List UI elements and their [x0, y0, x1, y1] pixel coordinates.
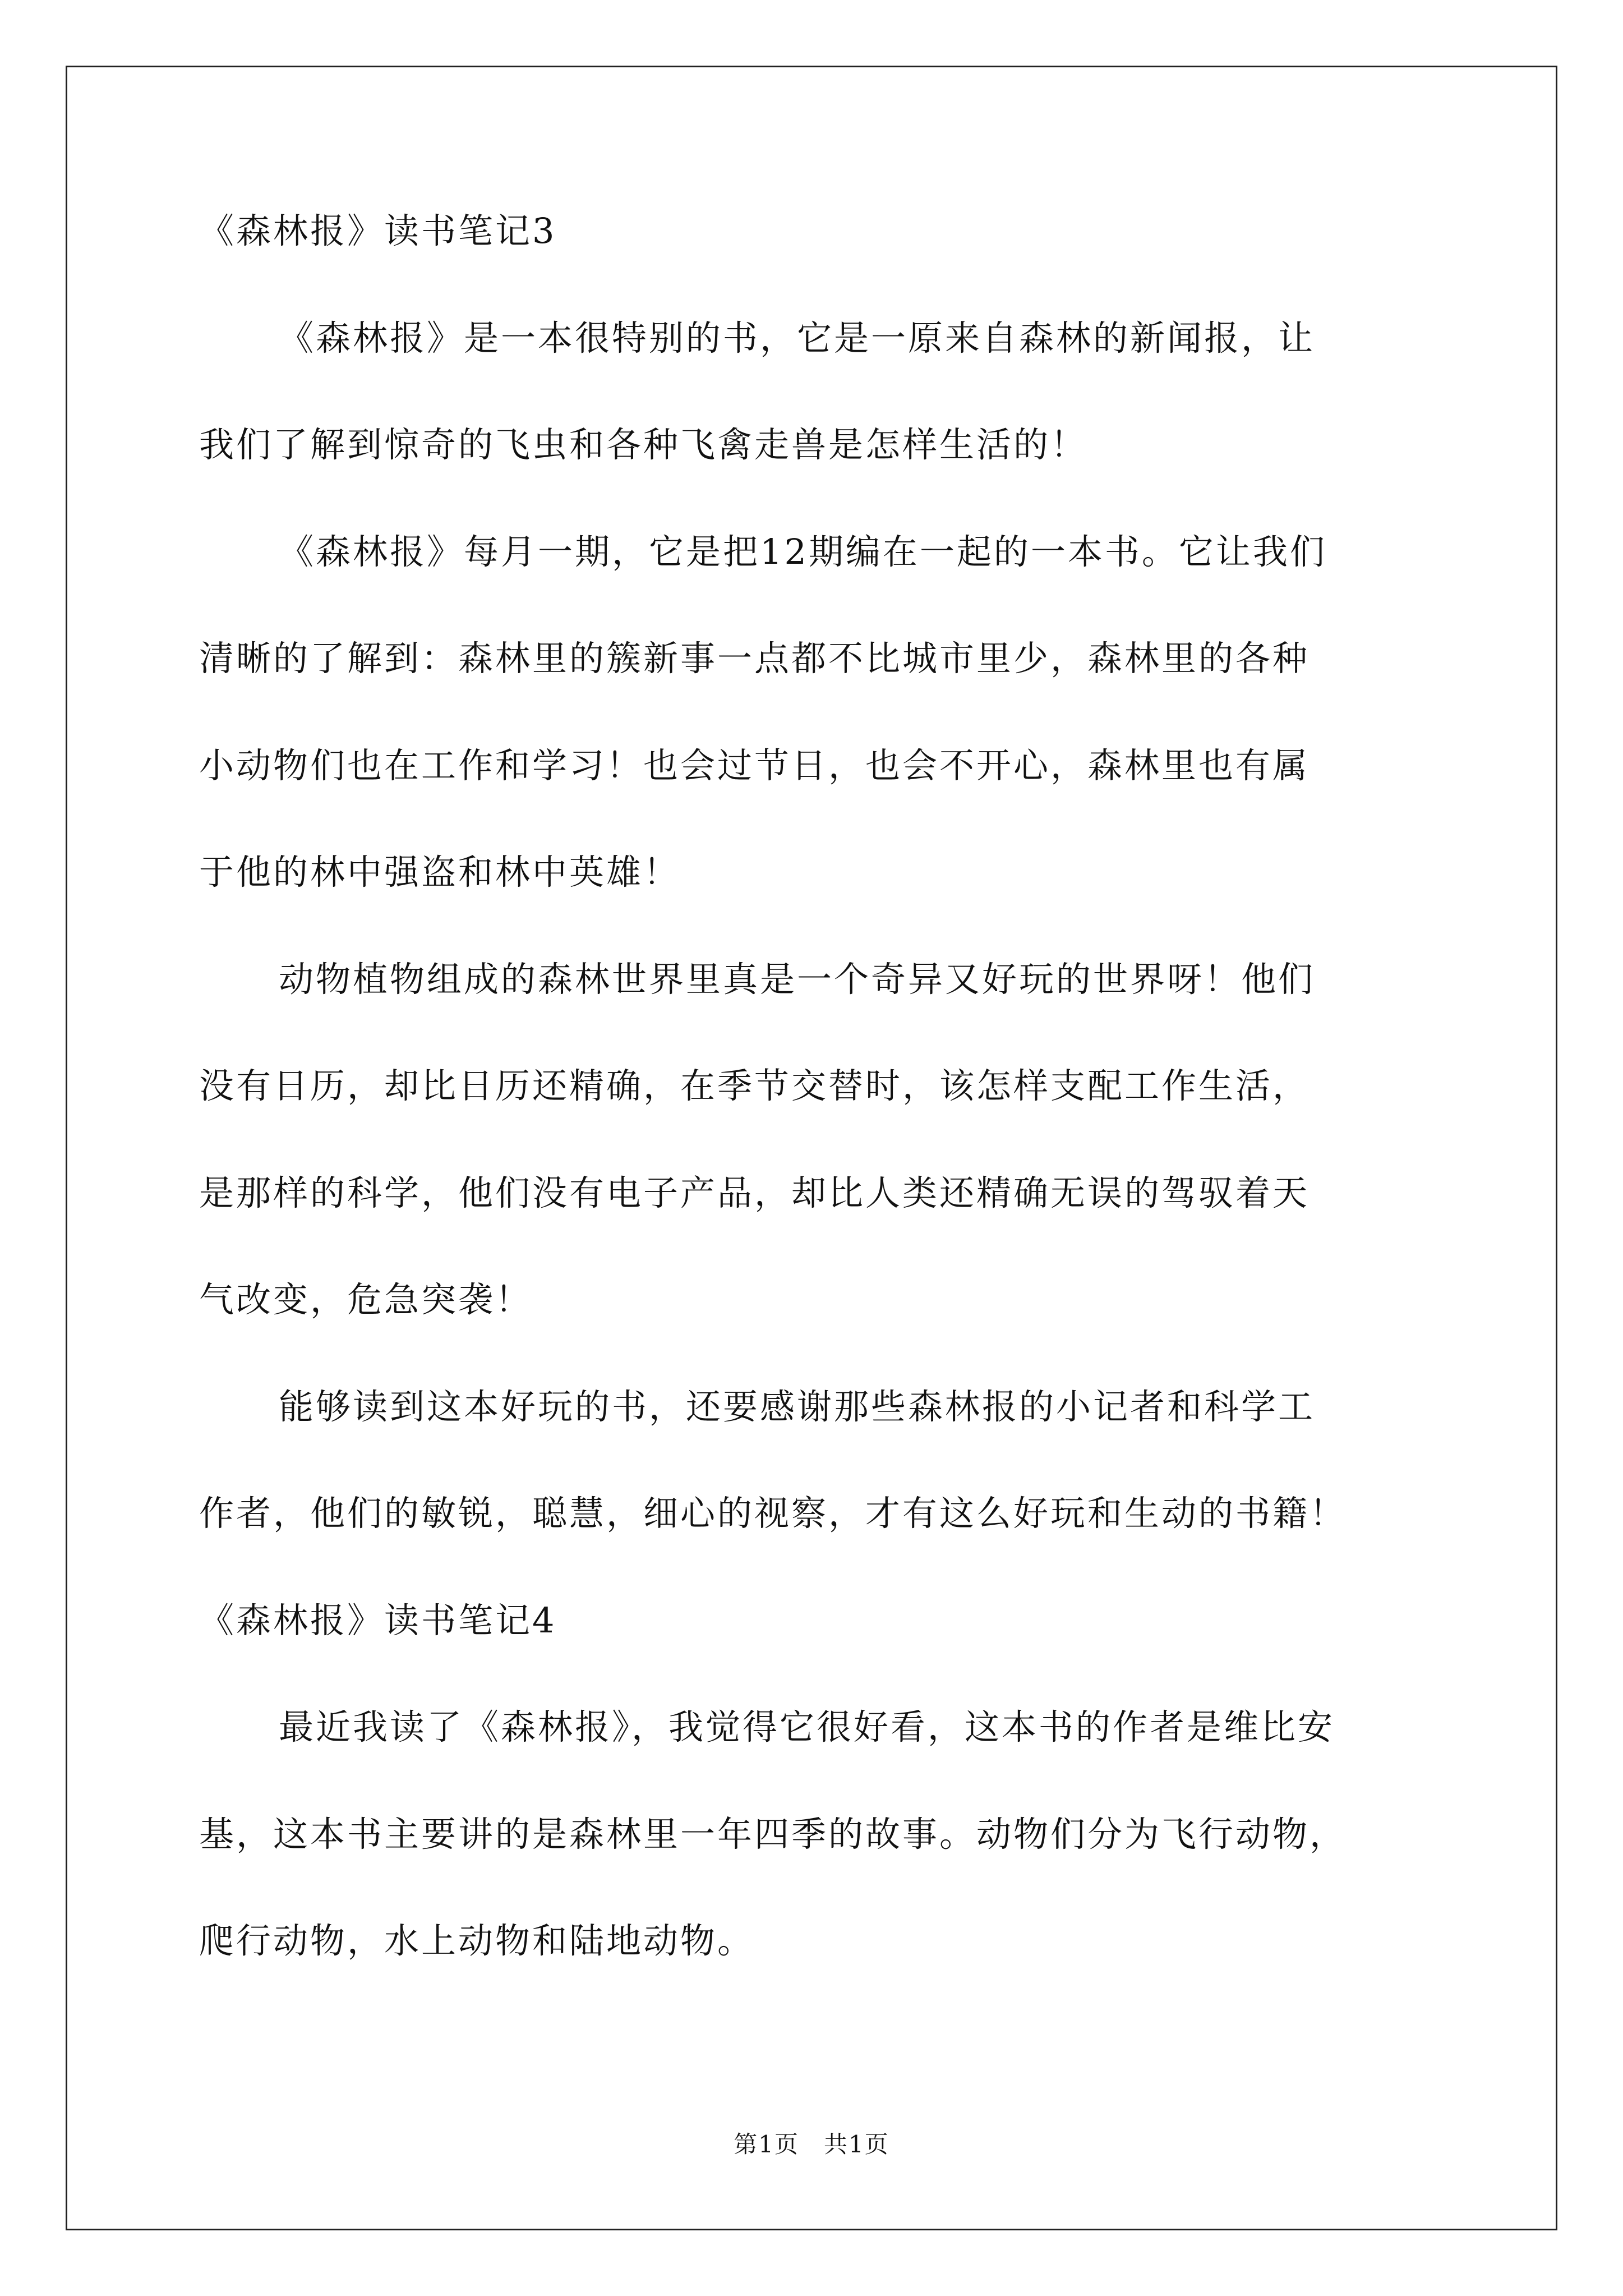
- paragraph-line: 动物植物组成的森林世界里真是一个奇异又好玩的世界呀！他们: [279, 958, 1316, 1000]
- paragraph-line: 小动物们也在工作和学习！也会过节日，也会不开心，森林里也有属: [199, 744, 1310, 786]
- paragraph-line: 没有日历，却比日历还精确，在季节交替时，该怎样支配工作生活，: [199, 1065, 1310, 1106]
- section-title-3: 《森林报》读书笔记3: [199, 210, 557, 251]
- page-footer: [0, 2131, 1623, 2159]
- paragraph-line: 气改变，危急突袭！: [199, 1279, 533, 1320]
- paragraph-line: 我们了解到惊奇的飞虫和各种飞禽走兽是怎样生活的！: [199, 424, 1088, 465]
- paragraph-line: 能够读到这本好玩的书，还要感谢那些森林报的小记者和科学工: [279, 1386, 1316, 1427]
- paragraph-line: 爬行动物，水上动物和陆地动物。: [199, 1920, 755, 1961]
- paragraph-line: 《森林报》是一本很特别的书，它是一原来自森林的新闻报，让: [279, 317, 1316, 358]
- page-number: 第1页: [734, 2131, 799, 2158]
- paragraph-line: 最近我读了《森林报》，我觉得它很好看，这本书的作者是维比安: [279, 1706, 1335, 1747]
- section-title-4: 《森林报》读书笔记4: [199, 1599, 557, 1641]
- page-total: 共1页: [824, 2131, 889, 2158]
- paragraph-line: 于他的林中强盗和林中英雄！: [199, 852, 681, 892]
- document-body: [199, 209, 1427, 2026]
- paragraph-line: 是那样的科学，他们没有电子产品，却比人类还精确无误的驾驭着天: [199, 1172, 1310, 1213]
- paragraph-line: 《森林报》每月一期，它是把12期编在一起的一本书。它让我们: [279, 531, 1327, 572]
- paragraph-line: 清晰的了解到：森林里的簇新事一点都不比城市里少，森林里的各种: [199, 638, 1310, 679]
- paragraph-line: 作者，他们的敏锐，聪慧，细心的视察，才有这么好玩和生动的书籍！: [199, 1493, 1347, 1534]
- paragraph-line: 基，这本书主要讲的是森林里一年四季的故事。动物们分为飞行动物，: [199, 1813, 1347, 1855]
